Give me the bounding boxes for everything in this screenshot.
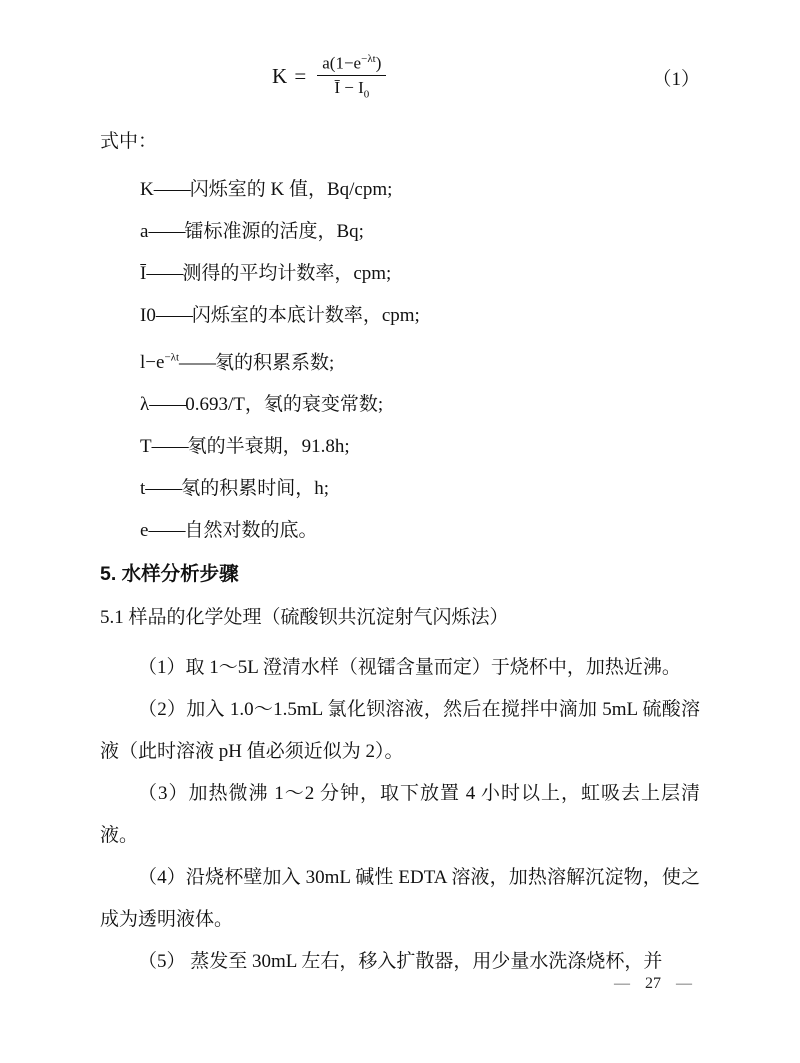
definition-dash: —— — [148, 520, 185, 542]
footer-right-dash: — — [676, 975, 692, 992]
definition-item — [100, 262, 700, 286]
definition-item — [100, 393, 700, 417]
definition-term: a — [140, 221, 149, 242]
definition-item — [100, 519, 700, 543]
fraction — [317, 53, 386, 101]
definition-description: 氡的积累时间，h; — [181, 478, 330, 500]
definition-description: 0.693/T，氡的衰变常数; — [185, 394, 384, 416]
definition-term: I0 — [140, 305, 156, 326]
procedure-step: （5） 蒸发至 30mL 左右，移入扩散器，用少量水洗涤烧杯，并 — [138, 951, 663, 973]
definition-dash: —— — [148, 221, 185, 242]
definition-item — [100, 435, 700, 459]
i-bar-symbol: Ī — [334, 78, 341, 98]
definition-item — [100, 178, 700, 202]
definition-term: Ī — [140, 263, 147, 284]
definition-description: 镭标准源的活度，Bq; — [184, 221, 364, 242]
definition-term: T — [140, 436, 152, 458]
procedure-step: （1）取 1～5L 澄清水样（视镭含量而定）于烧杯中，加热近沸。 — [138, 657, 681, 679]
section-heading: 5. 水样分析步骤 — [100, 563, 239, 586]
equation-lhs — [272, 64, 307, 89]
definition-dash: —— — [151, 436, 188, 458]
definition-description: 闪烁室的本底计数率，cpm; — [191, 305, 420, 326]
numerator-exponent: −λt — [361, 52, 376, 65]
procedure-step: （4）沿烧杯壁加入 30mL 碱性 EDTA 溶液，加热溶解沉淀物，使之成为透明液体。 — [100, 867, 700, 931]
definition-description: 自然对数的底。 — [184, 520, 318, 542]
procedure-step: （2）加入 1.0～1.5mL 氯化钡溶液，然后在搅拌中滴加 5mL 硫酸溶液（此时溶液 pH 值必须近似为 2）。 — [100, 699, 700, 763]
definition-term-exponent: −λt — [164, 352, 180, 364]
definition-description: 氡的积累系数; — [215, 352, 335, 374]
definition-term: K — [140, 179, 154, 200]
definition-description: 闪烁室的 K 值，Bq/cpm; — [189, 179, 393, 200]
definition-description: 氡的半衰期，91.8h; — [187, 436, 350, 458]
denominator-minus: − I — [340, 78, 364, 98]
definition-term: e — [140, 520, 149, 542]
equation-number: （1） — [652, 68, 700, 90]
definition-item — [100, 477, 700, 501]
fraction-numerator — [317, 53, 386, 75]
definition-term: t — [140, 478, 146, 500]
section-subheading: 5.1 样品的化学处理（硫酸钡共沉淀射气闪烁法） — [100, 607, 509, 629]
definition-term: λ — [140, 394, 150, 416]
footer-left-dash: — — [614, 975, 630, 992]
page-footer — [614, 975, 692, 993]
equation-1 — [100, 44, 700, 110]
definition-dash: —— — [145, 478, 182, 500]
page-number: 27 — [645, 975, 661, 992]
definition-description: 测得的平均计数率，cpm; — [182, 263, 392, 284]
equation-body — [272, 53, 386, 101]
definition-dash: —— — [153, 179, 190, 200]
numerator-base: a(1−e — [322, 53, 362, 73]
definition-item — [100, 304, 700, 328]
k-symbol: K — [272, 64, 289, 89]
numerator-close: ) — [375, 53, 382, 73]
definition-item — [100, 346, 700, 375]
definition-dash: —— — [179, 352, 216, 374]
equals-sign: = — [294, 64, 308, 89]
definition-item — [100, 220, 700, 244]
definitions-list — [100, 178, 700, 543]
denominator-subscript: 0 — [363, 88, 370, 101]
definitions-intro: 式中： — [100, 131, 158, 152]
definition-dash: —— — [146, 263, 183, 284]
procedure-paragraphs — [100, 647, 700, 983]
definition-dash: —— — [155, 305, 192, 326]
definition-term: $l-e^{-\lambda t}$ — [140, 352, 180, 374]
procedure-step: （3）加热微沸 1～2 分钟，取下放置 4 小时以上，虹吸去上层清液。 — [100, 783, 700, 847]
definition-dash: —— — [149, 394, 186, 416]
fraction-denominator — [317, 75, 386, 101]
